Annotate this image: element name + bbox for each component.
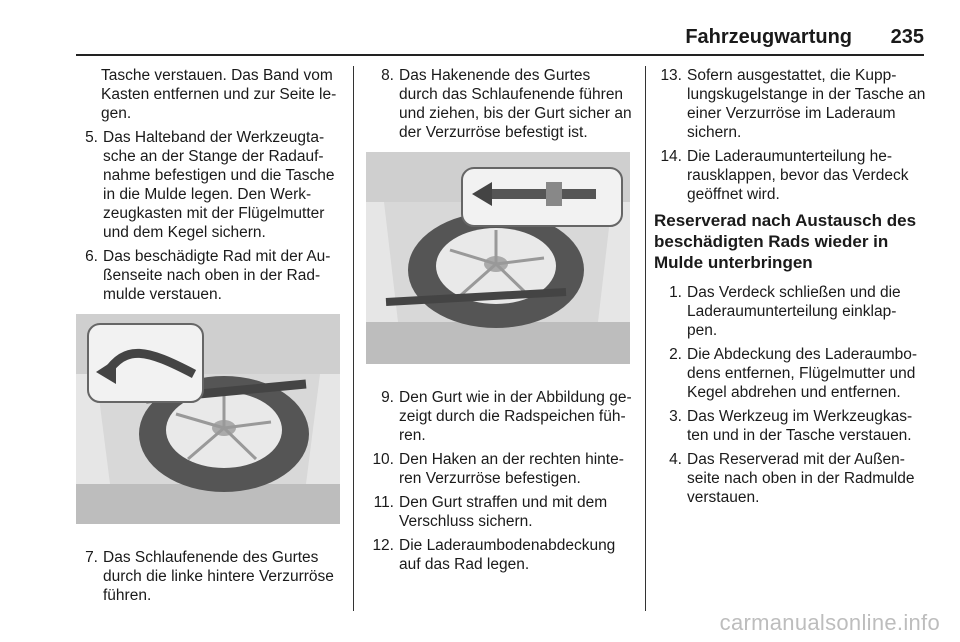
column-1 (76, 66, 342, 610)
step-1 (654, 283, 926, 340)
trunk-spare-wheel-illustration (76, 314, 340, 524)
step-14 (654, 147, 926, 204)
step-number: 11. (373, 494, 394, 511)
step-text: Den Gurt wie in der Abbildung ge-zeigt durch die Radspeichen füh-ren. (399, 389, 632, 444)
step-12 (366, 536, 632, 574)
step-number: 9. (381, 389, 394, 406)
step-text: Die Abdeckung des Laderaumbo-dens entfernen, Flügelmutter und Kegel abdrehen und entfernen. (687, 346, 918, 401)
step-number: 10. (372, 451, 394, 468)
step-number: 8. (381, 67, 394, 84)
step-number: 3. (669, 408, 682, 425)
step-text: Sofern ausgestattet, die Kupp-lungskugelstange in der Tasche an einer Verzurröse im Laderaum sichern. (687, 67, 926, 141)
header-rule (76, 54, 924, 56)
figure-strap-left-eyelet (76, 314, 340, 524)
column-2 (366, 66, 632, 579)
step-2 (654, 345, 926, 402)
step-13 (654, 66, 926, 142)
step-11 (366, 493, 632, 531)
step-9 (366, 388, 632, 445)
step-10 (366, 450, 632, 488)
step-number: 13. (660, 67, 682, 84)
step-3 (654, 407, 926, 445)
step-4 (654, 450, 926, 507)
step-text: Das Reserverad mit der Außen-seite nach oben in der Radmulde verstauen. (687, 451, 915, 506)
step-text: Das beschädigte Rad mit der Au-ßenseite nach oben in der Rad-mulde verstauen. (103, 248, 331, 303)
step-number: 7. (85, 549, 98, 566)
step-6 (76, 247, 342, 304)
step-text: Das Halteband der Werkzeugta-sche an der Stange der Radauf-nahme befestigen und die Tasche in die Mulde legen. Den Werk-zeugkasten mit der Flügelmutter und dem Kegel sichern. (103, 129, 335, 241)
step-number: 5. (85, 129, 98, 146)
column-divider (353, 66, 354, 611)
section-heading: Reserverad nach Austausch des beschädigten Rads wieder in Mulde unterbringen (654, 211, 917, 272)
step-8 (366, 66, 632, 142)
step-7 (76, 548, 342, 605)
column-divider (645, 66, 646, 611)
step-number: 12. (372, 537, 394, 554)
figure-hook-through-loop (366, 152, 630, 364)
step-text: Das Verdeck schließen und die Laderaumunterteilung einklap-pen. (687, 284, 901, 339)
step-text: Das Schlaufenende des Gurtes durch die linke hintere Verzurröse führen. (103, 549, 334, 604)
step-text: Das Hakenende des Gurtes durch das Schlaufenende führen und ziehen, bis der Gurt sicher an der Verzurröse befestigt ist. (399, 67, 632, 141)
watermark: carmanualsonline.info (719, 610, 940, 635)
step-number: 1. (669, 284, 682, 301)
trunk-strap-illustration (366, 152, 630, 364)
step-5 (76, 128, 342, 242)
step-text: Die Laderaumbodenabdeckung auf das Rad legen. (399, 537, 616, 573)
page-header (0, 26, 960, 54)
step-number: 2. (669, 346, 682, 363)
step-text: Den Haken an der rechten hinte-ren Verzurröse befestigen. (399, 451, 624, 487)
step-text: Den Gurt straffen und mit dem Verschluss sichern. (399, 494, 608, 530)
step-number: 6. (85, 248, 98, 265)
page-number: 235 (890, 26, 924, 48)
column-3 (654, 66, 926, 512)
step-text: Das Werkzeug im Werkzeugkas-ten und in der Tasche verstauen. (687, 408, 913, 444)
continued-step-text: Tasche verstauen. Das Band vom Kasten entfernen und zur Seite le-gen. (101, 67, 337, 122)
step-number: 4. (669, 451, 682, 468)
step-number: 14. (660, 148, 682, 165)
step-text: Die Laderaumunterteilung he-rausklappen, bevor das Verdeck geöffnet wird. (687, 148, 909, 203)
section-title: Fahrzeugwartung (685, 26, 852, 48)
